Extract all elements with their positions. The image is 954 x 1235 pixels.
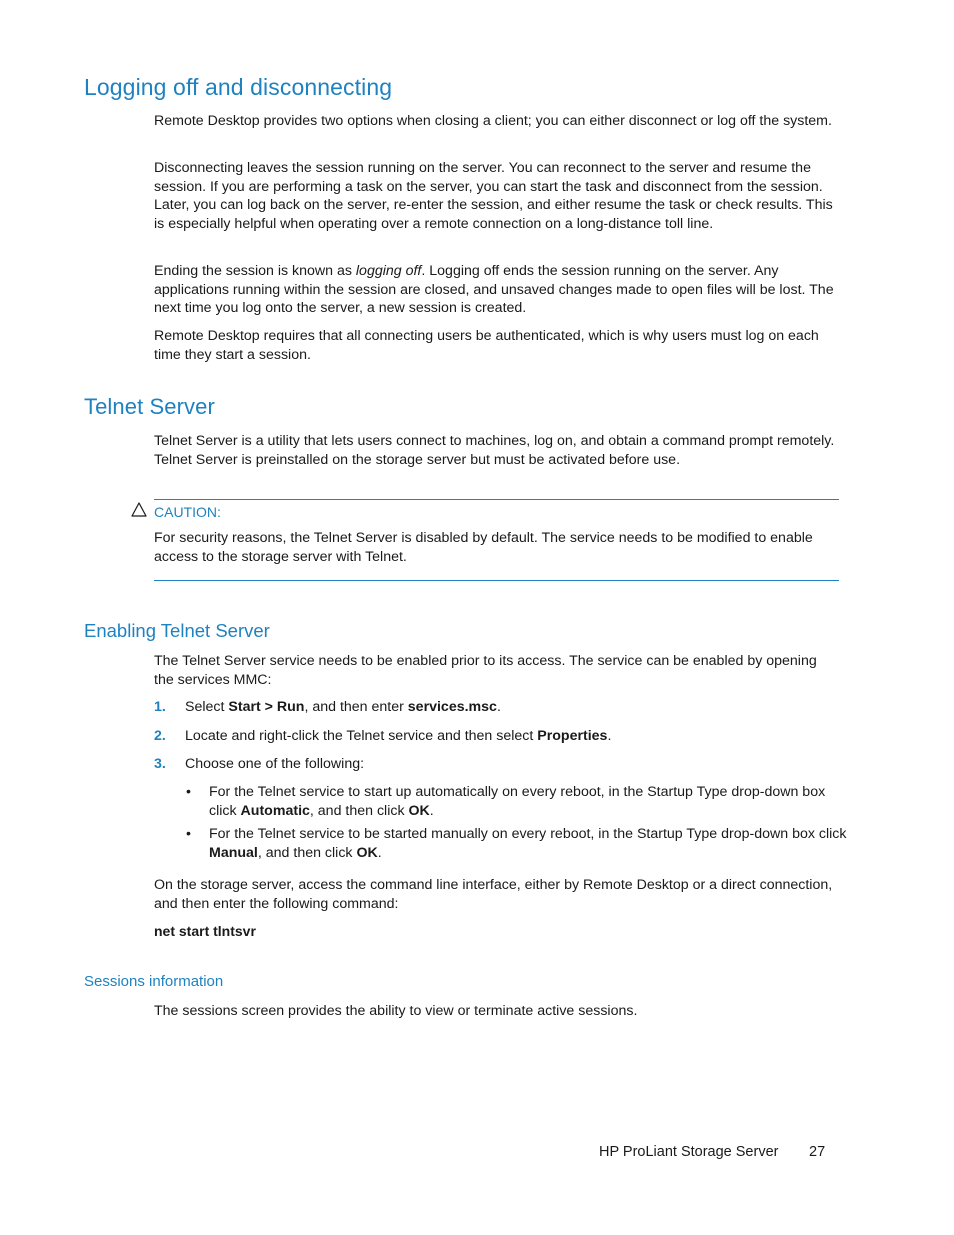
step-number: 3. [154, 756, 166, 772]
caution-text: For security reasons, the Telnet Server is disabled by default. The service needs to be modified to enable access to the storage server with Telnet. [154, 530, 813, 565]
text-run: . [496, 699, 501, 715]
text-run: Ending the session is known as [154, 263, 356, 279]
bullet-text [209, 825, 849, 862]
text-run: Select [185, 699, 229, 715]
footer-page-number: 27 [809, 1144, 826, 1160]
text-run: . [607, 728, 612, 744]
step-number: 1. [154, 699, 166, 715]
paragraph-sessions: The sessions screen provides the ability to view or terminate active sessions. [154, 1003, 638, 1019]
text-run: For the Telnet service to be started manually on every reboot, in the Startup Type drop-down box click [209, 826, 847, 842]
caution-triangle-icon [131, 502, 147, 517]
bold-services-msc: services.msc [407, 699, 497, 715]
bold-manual: Manual [209, 844, 258, 861]
text-run: . [429, 802, 434, 819]
footer-title: HP ProLiant Storage Server [599, 1144, 779, 1160]
caution-top-rule [154, 499, 839, 500]
paragraph-logging-off-4: Remote Desktop requires that all connecting users be authenticated, which is why users must log on each time they start a session. [154, 328, 819, 363]
text-run: . [377, 844, 382, 861]
bullet-text [209, 783, 849, 820]
step-text [185, 698, 845, 717]
bold-ok: OK [408, 802, 430, 819]
text-run: Locate and right-click the Telnet service and then select [185, 728, 538, 744]
step-text: Choose one of the following: [185, 756, 365, 772]
paragraph-logging-off-3 [154, 262, 840, 318]
paragraph-logging-off-2: Disconnecting leaves the session running on the server. You can reconnect to the server and resume the session. If you are performing a task on the server, you can start the task and disconnect from the session. Later, you can log back on the server, re-enter the session, and either resume the task or check results. This is especially helpful when operating over a remote connection on a long-distance toll line. [154, 160, 833, 233]
caution-bottom-rule [154, 580, 839, 581]
bold-ok: OK [356, 844, 378, 861]
bullet-marker: • [186, 826, 191, 842]
bullet-marker: • [186, 784, 191, 800]
paragraph-enabling-intro: The Telnet Server service needs to be enabled prior to its access. The service can be enabled by opening the services MMC: [154, 653, 817, 688]
bold-start-run: Start > Run [228, 699, 305, 715]
heading-telnet-server: Telnet Server [84, 394, 215, 419]
step-number: 2. [154, 728, 166, 744]
step-text [185, 727, 845, 746]
paragraph-command-intro: On the storage server, access the command line interface, either by Remote Desktop or a direct connection, and then enter the following command: [154, 877, 833, 912]
paragraph-logging-off-1: Remote Desktop provides two options when closing a client; you can either disconnect or log off the system. [154, 113, 832, 129]
heading-logging-off: Logging off and disconnecting [84, 74, 393, 100]
text-run: , and then click [257, 844, 357, 861]
heading-enabling-telnet: Enabling Telnet Server [84, 620, 270, 641]
text-run: , and then enter [304, 699, 408, 715]
bold-properties: Properties [537, 728, 608, 744]
emphasis-logging-off: logging off [355, 263, 422, 279]
command-text: net start tlntsvr [154, 923, 256, 939]
text-run: , and then click [309, 802, 409, 819]
caution-label: CAUTION: [154, 504, 221, 520]
text-run: For the Telnet service to start up automatically on every reboot, in the Startup Type drop-down box click [209, 784, 826, 819]
bold-automatic: Automatic [240, 802, 310, 819]
heading-sessions-information: Sessions information [84, 973, 224, 990]
text-run: . Logging off ends the session running on the server. Any applications running within the session are closed, and unsaved changes made to open files will be lost. The next time you log onto the server, a new session is created. [154, 263, 834, 317]
paragraph-telnet-server: Telnet Server is a utility that lets users connect to machines, log on, and obtain a command prompt remotely. Telnet Server is preinstalled on the storage server but must be activated before use. [154, 433, 835, 468]
